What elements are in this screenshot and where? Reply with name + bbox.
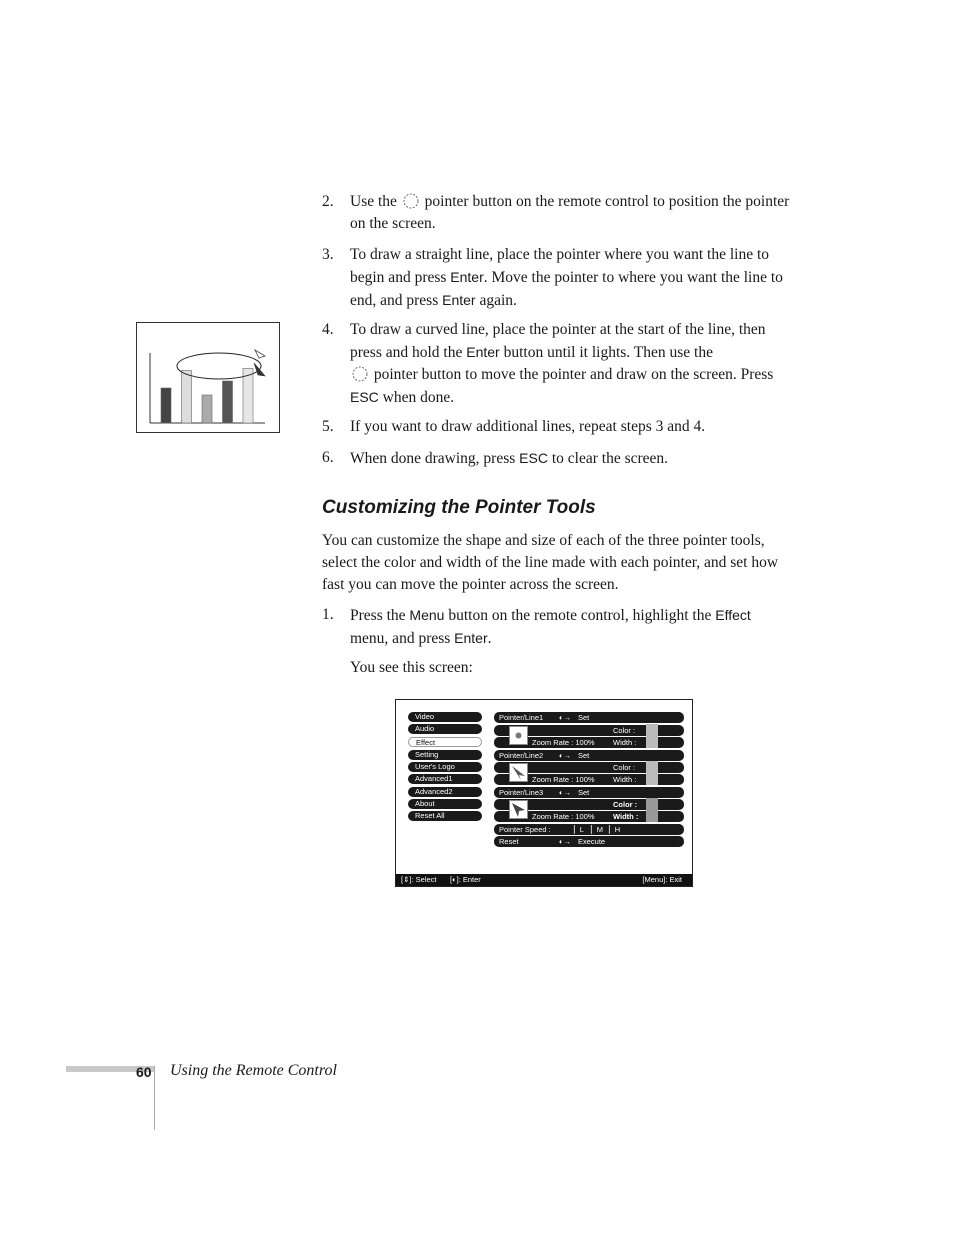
color-width-swatch — [646, 798, 658, 822]
illustration-bar — [202, 395, 212, 423]
enter-hint: [◐]: Enter — [450, 875, 481, 884]
step-number: 2. — [322, 193, 334, 210]
pointer3-shape-preview — [509, 800, 528, 819]
pointer-button-icon — [403, 193, 419, 209]
pointer3-zoom-row[interactable]: Zoom Rate : 100% Width : — [494, 811, 684, 822]
pointer2-color-row[interactable]: Color : — [494, 762, 684, 773]
menu-item-about[interactable]: About — [408, 799, 482, 809]
step-text: To draw a straight line, place the pointer where you want the line to begin and press Enter. Move the pointer to where you want the line to end, and press Enter again. — [350, 246, 783, 309]
step-number: 1. — [322, 606, 334, 623]
enter-icon: ◐→ — [559, 788, 572, 797]
key-label: ESC — [519, 450, 548, 466]
key-label: Enter — [454, 630, 488, 646]
step-number: 5. — [322, 418, 334, 435]
menu-item-video[interactable]: Video — [408, 712, 482, 722]
color-width-swatch — [646, 724, 658, 748]
pointer1-shape-icon — [510, 727, 527, 744]
pointer-line2-row[interactable]: Pointer/Line2 ◐→ Set — [494, 750, 684, 761]
pointer-button-icon — [352, 366, 368, 382]
speed-option-l[interactable]: ▏L — [574, 825, 584, 834]
illustration-bar — [223, 381, 233, 423]
key-label: Enter — [442, 292, 476, 308]
key-label: Menu — [409, 607, 445, 623]
menu-item-audio[interactable]: Audio — [408, 724, 482, 734]
section-title: Customizing the Pointer Tools — [322, 497, 596, 518]
enter-icon: ◐→ — [559, 713, 572, 722]
key-label: Enter — [450, 269, 484, 285]
effect-menu-screen — [395, 699, 693, 887]
pointer1-zoom-row[interactable]: Zoom Rate : 100% Width : — [494, 737, 684, 748]
intro-paragraph: You can customize the shape and size of each of the three pointer tools, select the color and width of the line made with each pointer, and set how fast you can move the pointer across the screen. — [322, 532, 779, 593]
step-text: Press the Menu button on the remote control, highlight the Effect menu, and press Enter. — [350, 607, 751, 647]
enter-icon: ◐ — [452, 875, 457, 884]
key-label: Enter — [466, 344, 500, 360]
pointer2-zoom-row[interactable]: Zoom Rate : 100% Width : — [494, 774, 684, 785]
footer-divider — [154, 1066, 155, 1130]
exit-hint: [Menu]: Exit — [642, 875, 682, 884]
step-number: 4. — [322, 321, 334, 338]
illustration-bar — [182, 371, 192, 424]
step-text: If you want to draw additional lines, repeat steps 3 and 4. — [350, 418, 706, 435]
illustration-bar — [161, 388, 171, 423]
key-label: ESC — [350, 389, 379, 405]
key-label: Effect — [715, 607, 751, 623]
enter-icon: ◐→ — [559, 751, 572, 760]
footer-chapter-title: Using the Remote Control — [170, 1062, 337, 1079]
pointer2-shape-preview — [509, 763, 528, 782]
step-number: 3. — [322, 246, 334, 263]
step-text: To draw a curved line, place the pointer at the start of the line, then press and hold the Enter button until it lights. Then use the pointer button to move the pointer and draw on the screen. Press ESC when done. — [350, 321, 774, 406]
color-width-swatch — [646, 761, 658, 785]
pointer1-shape-preview — [509, 726, 528, 745]
select-hint: [⇕]: Select — [401, 875, 437, 884]
enter-icon: ◐→ — [559, 837, 572, 846]
step-text: When done drawing, press ESC to clear the screen. — [350, 450, 669, 467]
pointer-line1-row[interactable]: Pointer/Line1 ◐→ Set — [494, 712, 684, 723]
pointer3-color-row[interactable]: Color : — [494, 799, 684, 810]
pointer-arrow-icon — [254, 363, 265, 376]
step-text: Use the pointer button on the remote control to position the pointer on the screen. — [350, 193, 790, 232]
menu-item-users-logo[interactable]: User's Logo — [408, 762, 482, 772]
menu-item-setting[interactable]: Setting — [408, 750, 482, 760]
see-screen-text: You see this screen: — [350, 659, 473, 676]
pointer-speed-row[interactable]: Pointer Speed : ▏L ▏M ▏H — [494, 824, 684, 835]
osd-status-bar — [396, 874, 692, 886]
drawing-illustration — [136, 322, 280, 433]
pointer-line3-row[interactable]: Pointer/Line3 ◐→ Set — [494, 787, 684, 798]
pointer-arrow-icon — [255, 350, 265, 358]
menu-item-advanced1[interactable]: Advanced1 — [408, 774, 482, 784]
menu-item-advanced2[interactable]: Advanced2 — [408, 787, 482, 797]
page-number: 60 — [136, 1064, 152, 1080]
up-down-icon: ⇕ — [403, 875, 410, 884]
step-number: 6. — [322, 449, 334, 466]
menu-item-reset-all[interactable]: Reset All — [408, 811, 482, 821]
pointer3-arrow-icon — [510, 801, 527, 818]
pointer2-arrow-icon — [510, 764, 527, 781]
menu-item-effect[interactable]: Effect — [408, 737, 482, 747]
bar-illustration — [137, 323, 279, 432]
speed-option-h[interactable]: ▏H — [609, 825, 621, 834]
pointer1-color-row[interactable]: Color : — [494, 725, 684, 736]
speed-option-m[interactable]: ▏M — [591, 825, 604, 834]
reset-row[interactable]: Reset ◐→ Execute — [494, 836, 684, 847]
